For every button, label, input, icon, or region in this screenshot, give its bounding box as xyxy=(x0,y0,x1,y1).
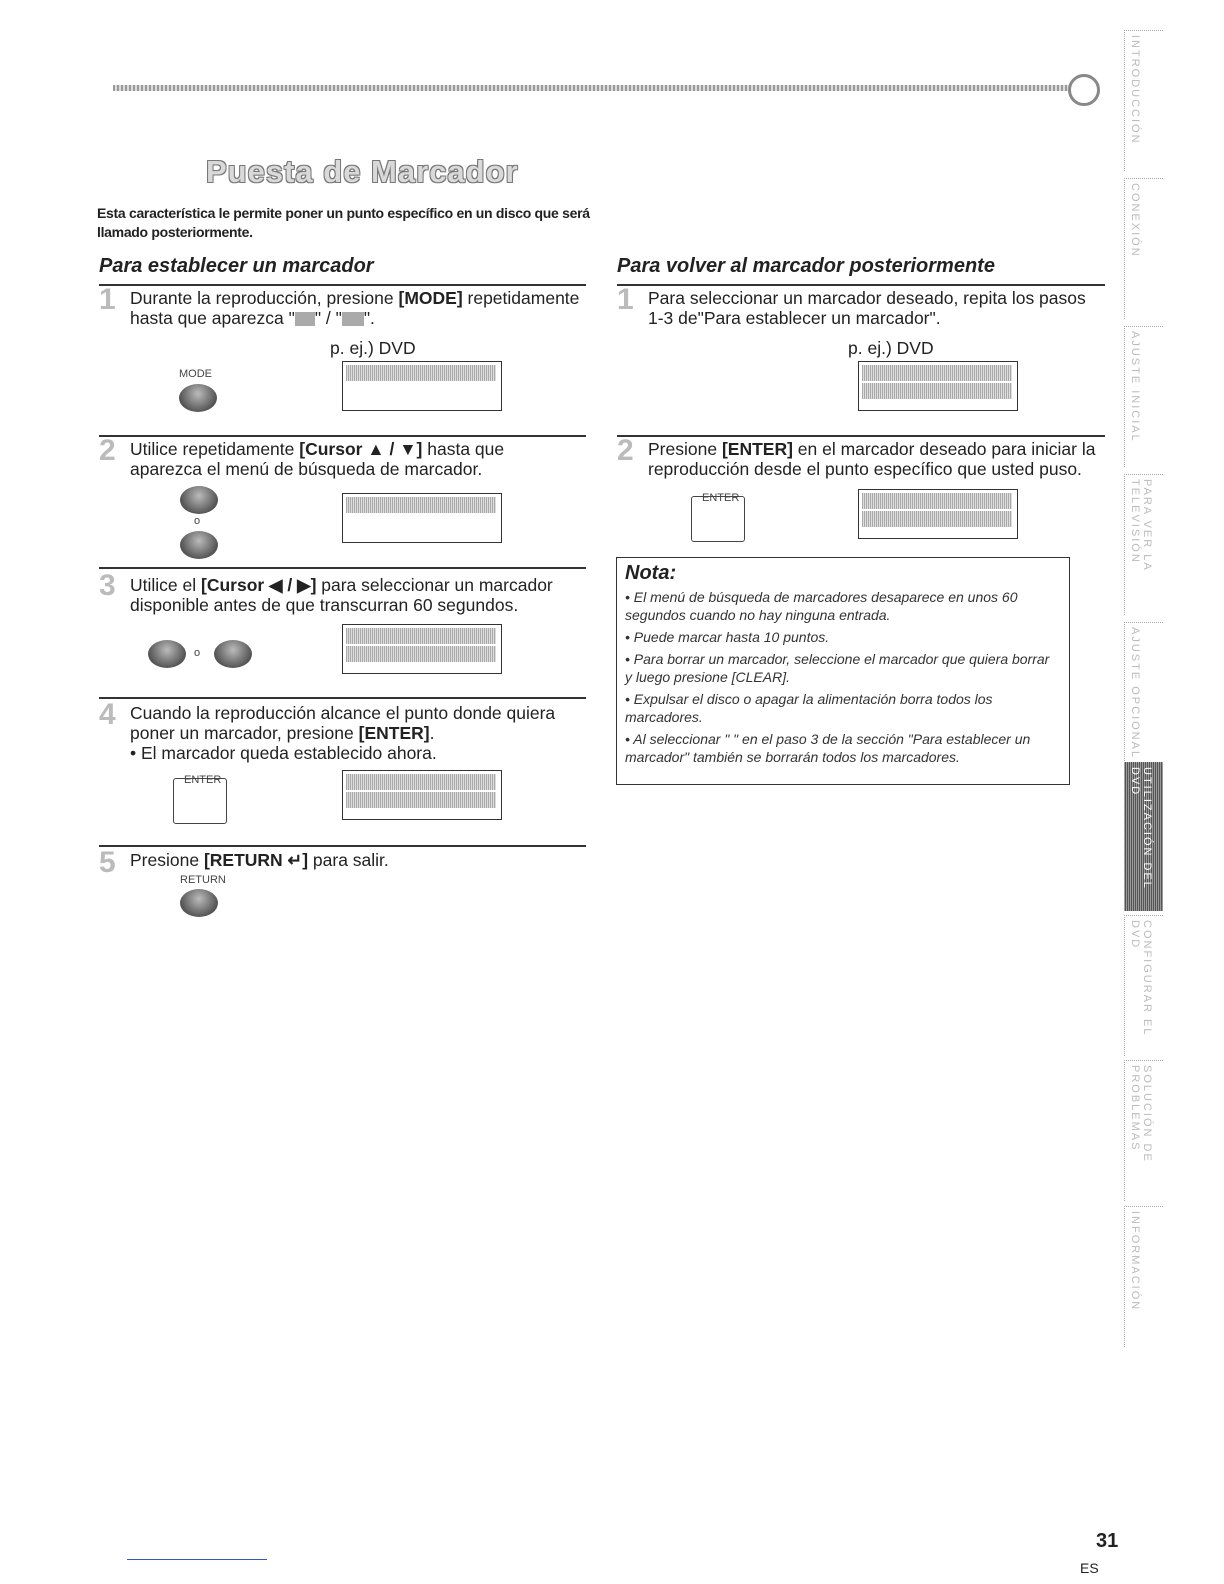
note-item: • El menú de búsqueda de marcadores desaparece en unos 60 segundos cuando no hay ninguna entrada. xyxy=(625,589,1018,623)
note-item: • Para borrar un marcador, seleccione el marcador que quiera borrar y luego presione [CLEAR]. xyxy=(625,651,1050,685)
cursor-down-icon xyxy=(180,531,218,559)
step-text: Durante la reproducción, presione [MODE] repetidamente hasta que aparezca " " / " ". xyxy=(130,288,580,328)
osd-screen xyxy=(342,770,502,820)
example-label: p. ej.) DVD xyxy=(848,338,934,358)
note-box xyxy=(616,557,1070,785)
note-item: • Expulsar el disco o apagar la alimentación borra todos los marcadores. xyxy=(625,691,993,725)
step-number: 1 xyxy=(99,283,116,316)
note-item: • Al seleccionar " " en el paso 3 de la sección "Para establecer un marcador" también se borrarán todos los marcadores. xyxy=(625,731,1031,765)
enter-button-label: ENTER xyxy=(702,492,740,504)
sidebar-tab: AJUSTE OPCIONAL xyxy=(1124,622,1163,763)
or-label: o xyxy=(194,647,201,659)
enter-button-label: ENTER xyxy=(184,774,222,786)
or-label: o xyxy=(194,515,201,527)
step-rule xyxy=(99,697,586,699)
osd-screen xyxy=(342,493,502,543)
sidebar-tab: INTRODUCCIÓN xyxy=(1124,30,1163,171)
sidebar-tab: AJUSTE INICIAL xyxy=(1124,326,1163,467)
left-heading: Para establecer un marcador xyxy=(99,255,374,277)
step-text: Para seleccionar un marcador deseado, repita los pasos 1-3 de"Para establecer un marcador". xyxy=(648,288,1086,328)
step-number: 5 xyxy=(99,846,116,879)
enter-button-icon xyxy=(173,778,227,824)
cursor-left-icon xyxy=(148,640,186,668)
cursor-up-icon xyxy=(180,486,218,514)
page-number: 31 xyxy=(1096,1530,1119,1552)
sidebar-tab: CONEXIÓN xyxy=(1124,178,1163,319)
mode-button-label: MODE xyxy=(179,368,212,380)
step-text: Utilice repetidamente [Cursor ▲ / ▼] hasta que aparezca el menú de búsqueda de marcador. xyxy=(130,439,505,479)
osd-screen xyxy=(342,624,502,674)
step-rule xyxy=(617,435,1105,437)
footer-line xyxy=(127,1559,267,1560)
note-item: • Puede marcar hasta 10 puntos. xyxy=(625,629,830,645)
header-circle-icon xyxy=(1068,74,1100,106)
intro-text: Esta característica le permite poner un punto específico en un disco que será llamado posteriormente. xyxy=(97,205,590,240)
language-code: ES xyxy=(1080,1560,1099,1576)
step-rule xyxy=(99,567,586,569)
page-title: Puesta de Marcador xyxy=(206,154,519,189)
header-dotted-line xyxy=(113,85,1073,91)
step-number: 2 xyxy=(617,434,634,467)
osd-screen xyxy=(858,361,1018,411)
step-number: 1 xyxy=(617,283,634,316)
step-bullet: • El marcador queda establecido ahora. xyxy=(130,743,437,763)
mode-button-icon xyxy=(179,384,217,412)
osd-screen xyxy=(858,489,1018,539)
right-heading: Para volver al marcador posteriormente xyxy=(617,255,995,277)
example-label: p. ej.) DVD xyxy=(330,338,416,358)
step-text: Presione [ENTER] en el marcador deseado para iniciar la reproducción desde el punto específico que usted puso. xyxy=(648,439,1096,479)
step-rule xyxy=(99,845,586,847)
step-number: 3 xyxy=(99,569,116,602)
enter-button-icon xyxy=(691,496,745,542)
step-text: Presione [RETURN ↵] para salir. xyxy=(130,850,389,870)
note-title: Nota: xyxy=(625,562,677,584)
step-number: 2 xyxy=(99,434,116,467)
return-button-label: RETURN xyxy=(180,874,226,886)
step-text: Utilice el [Cursor ◀ / ▶] para seleccionar un marcador disponible antes de que transcurran 60 segundos. xyxy=(130,575,553,615)
sidebar-tab: PARA VER LA TELEVISIÓN xyxy=(1124,474,1163,615)
step-number: 4 xyxy=(99,698,116,731)
left-heading-rule xyxy=(99,284,586,286)
cursor-right-icon xyxy=(214,640,252,668)
return-button-icon xyxy=(180,889,218,917)
sidebar-tab: CONFIGURAR EL DVD xyxy=(1124,915,1163,1056)
sidebar-tab-active: UTILIZACIÓN DEL DVD xyxy=(1124,762,1163,911)
sidebar-tab: SOLUCIÓN DE PROBLEMAS xyxy=(1124,1060,1163,1201)
step-rule xyxy=(99,435,586,437)
osd-screen xyxy=(342,361,502,411)
step-text: Cuando la reproducción alcance el punto donde quiera poner un marcador, presione [ENTER]. xyxy=(130,703,556,743)
sidebar-tab: INFORMACIÓN xyxy=(1124,1206,1163,1347)
right-heading-rule xyxy=(617,284,1105,286)
